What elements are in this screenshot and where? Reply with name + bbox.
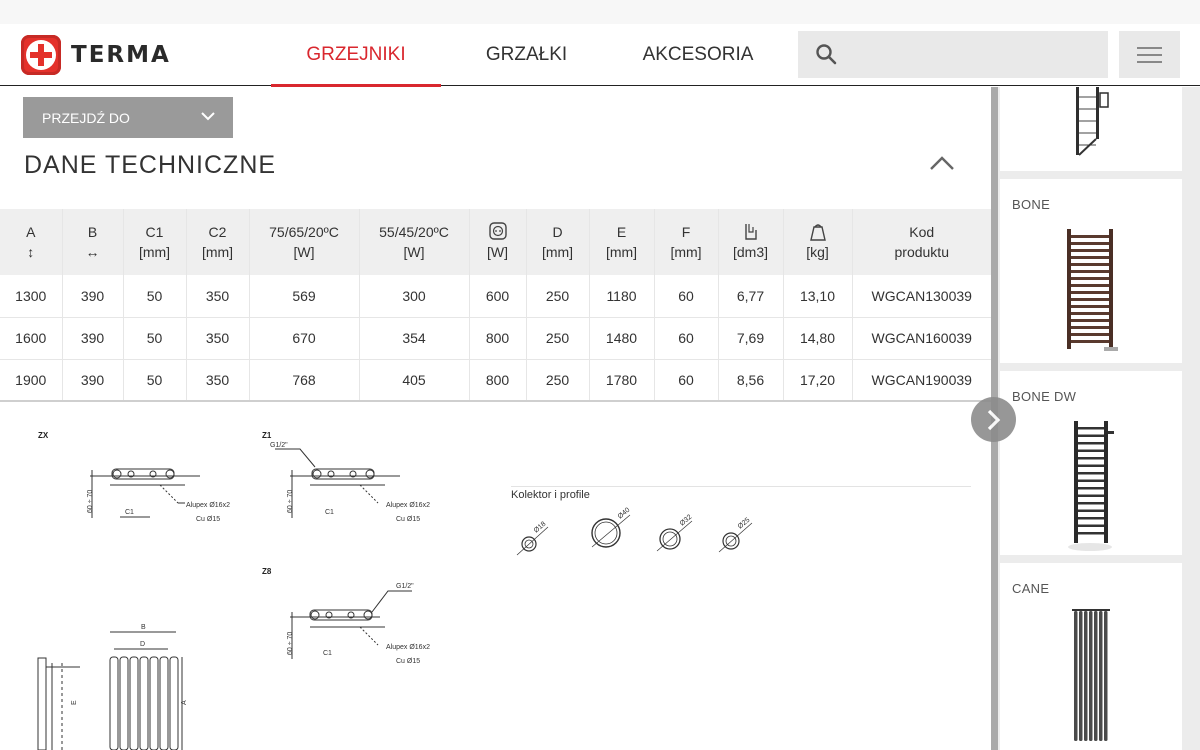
site-header	[0, 24, 1200, 86]
table-cell: 1180	[589, 275, 654, 317]
radiator-image	[1000, 371, 1182, 555]
weight-icon	[786, 222, 850, 242]
col-volume: [dm3]	[718, 209, 783, 275]
chevron-right-icon	[985, 409, 1003, 431]
table-cell: 8,56	[718, 359, 783, 401]
col-power-55: 55/45/20ºC [W]	[359, 209, 469, 275]
col-a: A ↕	[0, 209, 62, 275]
table-cell: 17,20	[783, 359, 852, 401]
table-cell: 250	[526, 359, 589, 401]
b-dimension-text: B	[141, 624, 146, 631]
next-button[interactable]	[971, 397, 1016, 442]
table-cell: 13,10	[783, 275, 852, 317]
a-dimension-text: A	[181, 700, 188, 705]
product-card-bone-dw[interactable]	[1000, 371, 1182, 555]
col-power-75: 75/65/20ºC [W]	[249, 209, 359, 275]
label-z8: Z8	[262, 567, 272, 576]
table-row	[0, 275, 991, 317]
radiator-image	[1000, 87, 1182, 171]
zx-alupex-text: Alupex Ø16x2	[186, 502, 230, 509]
table-cell: 50	[123, 359, 186, 401]
section-title: DANE TECHNICZNE	[24, 151, 277, 179]
table-cell: 390	[62, 359, 123, 401]
col-c1: C1 [mm]	[123, 209, 186, 275]
table-cell: 60	[654, 359, 718, 401]
hamburger-menu-icon	[1137, 47, 1162, 49]
table-cell: 50	[123, 275, 186, 317]
drawing-svg	[0, 405, 991, 750]
product-name: BONE	[1012, 197, 1051, 212]
z8-alupex-text: Alupex Ø16x2	[386, 644, 430, 651]
table-cell: 250	[526, 275, 589, 317]
water-volume-icon	[721, 222, 781, 242]
table-row	[0, 359, 991, 401]
table-cell: 50	[123, 317, 186, 359]
table-cell: 1480	[589, 317, 654, 359]
radiator-front-view	[110, 632, 182, 750]
table-cell: 405	[359, 359, 469, 401]
d-dimension-text: D	[140, 641, 146, 648]
col-c2: C2 [mm]	[186, 209, 249, 275]
table-cell: 670	[249, 317, 359, 359]
nav-grzejniki[interactable]: GRZEJNIKI	[271, 24, 441, 86]
top-strip	[0, 0, 1200, 24]
table-cell: WGCAN130039	[852, 275, 991, 317]
product-card[interactable]	[1000, 87, 1182, 171]
table-cell: 768	[249, 359, 359, 401]
search-box[interactable]	[798, 31, 1108, 78]
kolektor-divider	[511, 486, 971, 487]
menu-button[interactable]	[1119, 31, 1180, 78]
col-e: E [mm]	[589, 209, 654, 275]
col-b: B ↔	[62, 209, 123, 275]
chevron-down-icon	[200, 110, 216, 122]
profile-d18-text: Ø18	[532, 520, 548, 535]
profile-d32-text: Ø32	[678, 513, 694, 528]
table-cell: 800	[469, 317, 526, 359]
main-content	[0, 87, 991, 750]
col-f: F [mm]	[654, 209, 718, 275]
z8-c1-text: C1	[323, 650, 332, 657]
table-cell: 350	[186, 275, 249, 317]
table-cell: 1780	[589, 359, 654, 401]
radiator-image	[1000, 563, 1182, 750]
zx-c1-text: C1	[125, 509, 134, 516]
z1-cu-text: Cu Ø15	[396, 516, 421, 523]
arrow-vertical-icon: ↕	[27, 244, 35, 260]
table-cell: 354	[359, 317, 469, 359]
table-cell: 6,77	[718, 275, 783, 317]
nav-grzalki[interactable]: GRZAŁKI	[485, 44, 568, 65]
table-cell: 250	[526, 317, 589, 359]
table-cell: 1600	[0, 317, 62, 359]
profile-d40-text: Ø40	[616, 506, 632, 521]
table-cell: 14,80	[783, 317, 852, 359]
table-cell: 60	[654, 275, 718, 317]
zx-height-text: 60 ÷ 70	[87, 489, 94, 513]
kolektor-caption: Kolektor i profile	[511, 489, 590, 501]
terma-logo-icon	[21, 35, 61, 75]
profile-circles	[517, 515, 752, 555]
product-card-bone[interactable]	[1000, 179, 1182, 363]
label-zx: ZX	[38, 431, 49, 440]
related-products-sidebar	[998, 87, 1200, 750]
table-cell: 390	[62, 317, 123, 359]
table-cell: 600	[469, 275, 526, 317]
spec-table	[0, 209, 991, 402]
table-cell: 300	[359, 275, 469, 317]
product-name: BONE DW	[1012, 389, 1077, 404]
z1-height-text: 60 ÷ 70	[287, 489, 294, 513]
goto-label: PRZEJDŹ DO	[42, 109, 130, 126]
z8-g12-text: G1/2"	[396, 583, 414, 590]
table-cell: 60	[654, 317, 718, 359]
z8-height-text: 60 ÷ 70	[287, 631, 294, 655]
table-cell: 7,69	[718, 317, 783, 359]
brand-name: TERMA	[71, 42, 171, 68]
col-product-code: Kod produktu	[852, 209, 991, 275]
table-row	[0, 317, 991, 359]
table-cell: WGCAN190039	[852, 359, 991, 401]
table-cell: WGCAN160039	[852, 317, 991, 359]
col-d: D [mm]	[526, 209, 589, 275]
table-cell: 350	[186, 359, 249, 401]
z1-c1-text: C1	[325, 509, 334, 516]
product-card-cane[interactable]	[1000, 563, 1182, 750]
arrow-horizontal-icon: ↔	[85, 244, 100, 260]
e-dimension-text: E	[71, 700, 78, 705]
table-cell: 350	[186, 317, 249, 359]
zx-connection-detail	[90, 469, 200, 518]
profile-d25-text: Ø25	[736, 516, 752, 531]
col-weight: [kg]	[783, 209, 852, 275]
goto-dropdown[interactable]	[23, 97, 233, 138]
radiator-image	[1000, 179, 1182, 363]
electric-socket-icon	[472, 222, 524, 242]
z1-g12-text: G1/2"	[270, 442, 288, 449]
table-cell: 800	[469, 359, 526, 401]
technical-drawing	[0, 405, 991, 750]
label-z1: Z1	[262, 431, 272, 440]
terma-logo[interactable]	[21, 34, 171, 76]
chevron-up-icon[interactable]	[929, 155, 955, 171]
spec-table-header	[0, 209, 991, 275]
search-icon	[815, 43, 837, 65]
col-electric: [W]	[469, 209, 526, 275]
table-cell: 1900	[0, 359, 62, 401]
zx-cu-text: Cu Ø15	[196, 516, 221, 523]
z8-cu-text: Cu Ø15	[396, 658, 421, 665]
z1-alupex-text: Alupex Ø16x2	[386, 502, 430, 509]
table-cell: 390	[62, 275, 123, 317]
table-cell: 1300	[0, 275, 62, 317]
product-name: CANE	[1012, 581, 1050, 596]
table-cell: 569	[249, 275, 359, 317]
nav-akcesoria[interactable]: AKCESORIA	[642, 44, 754, 65]
